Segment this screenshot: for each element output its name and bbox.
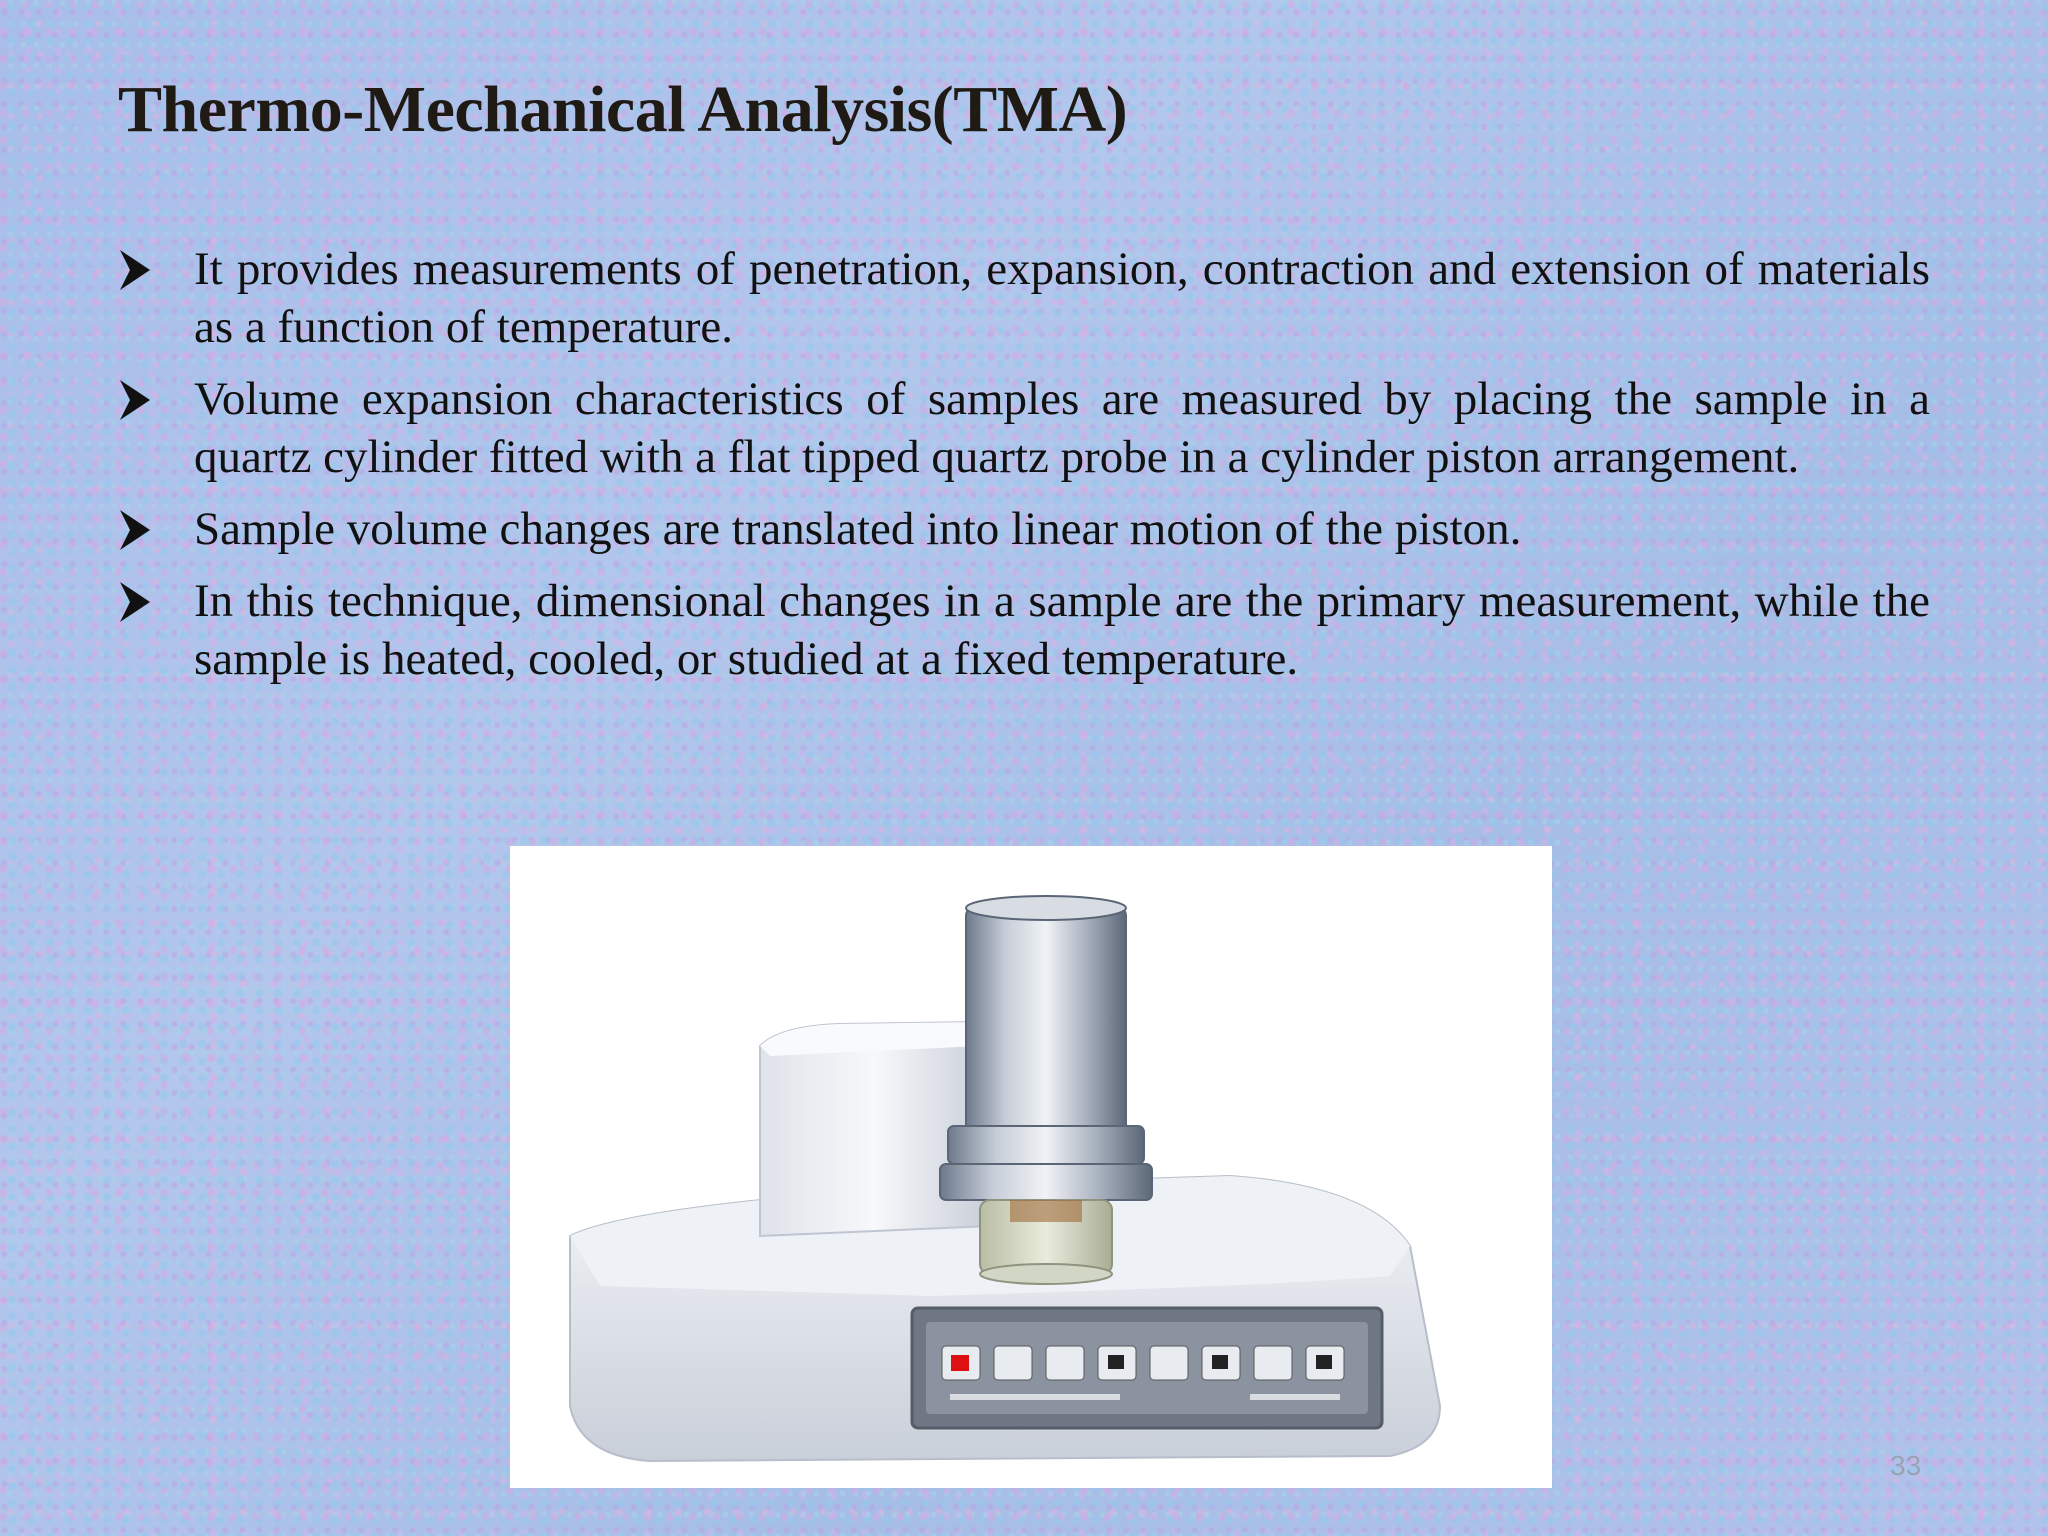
bullet-text: Volume expansion characteristics of samples are measured by placing the sample in a quartz cylinder fitted with a flat tipped quartz probe in a cylinder piston arrangement. [194,373,1930,483]
page-number: 33 [1890,1450,1922,1481]
bullet-item [118,240,1930,356]
bullet-text: It provides measurements of penetration, expansion, contraction and extension of materials as a function of temperature. [194,243,1930,353]
tma-instrument-photo [510,846,1552,1488]
slide-title: Thermo-Mechanical Analysis(TMA) [118,73,1128,146]
arrowhead-bullet-icon [118,246,152,294]
bullet-list [118,240,1930,702]
bullet-text: In this technique, dimensional changes in a sample are the primary measurement, while the sample is heated, cooled, or studied at a fixed temperature. [194,575,1930,685]
bullet-item [118,370,1930,486]
arrowhead-bullet-icon [118,506,152,554]
bullet-text: Sample volume changes are translated into linear motion of the piston. [194,503,1522,555]
bullet-item [118,500,1930,558]
arrowhead-bullet-icon [118,376,152,424]
tma-instrument-illustration [510,846,1552,1488]
arrowhead-bullet-icon [118,578,152,626]
bullet-item [118,572,1930,688]
